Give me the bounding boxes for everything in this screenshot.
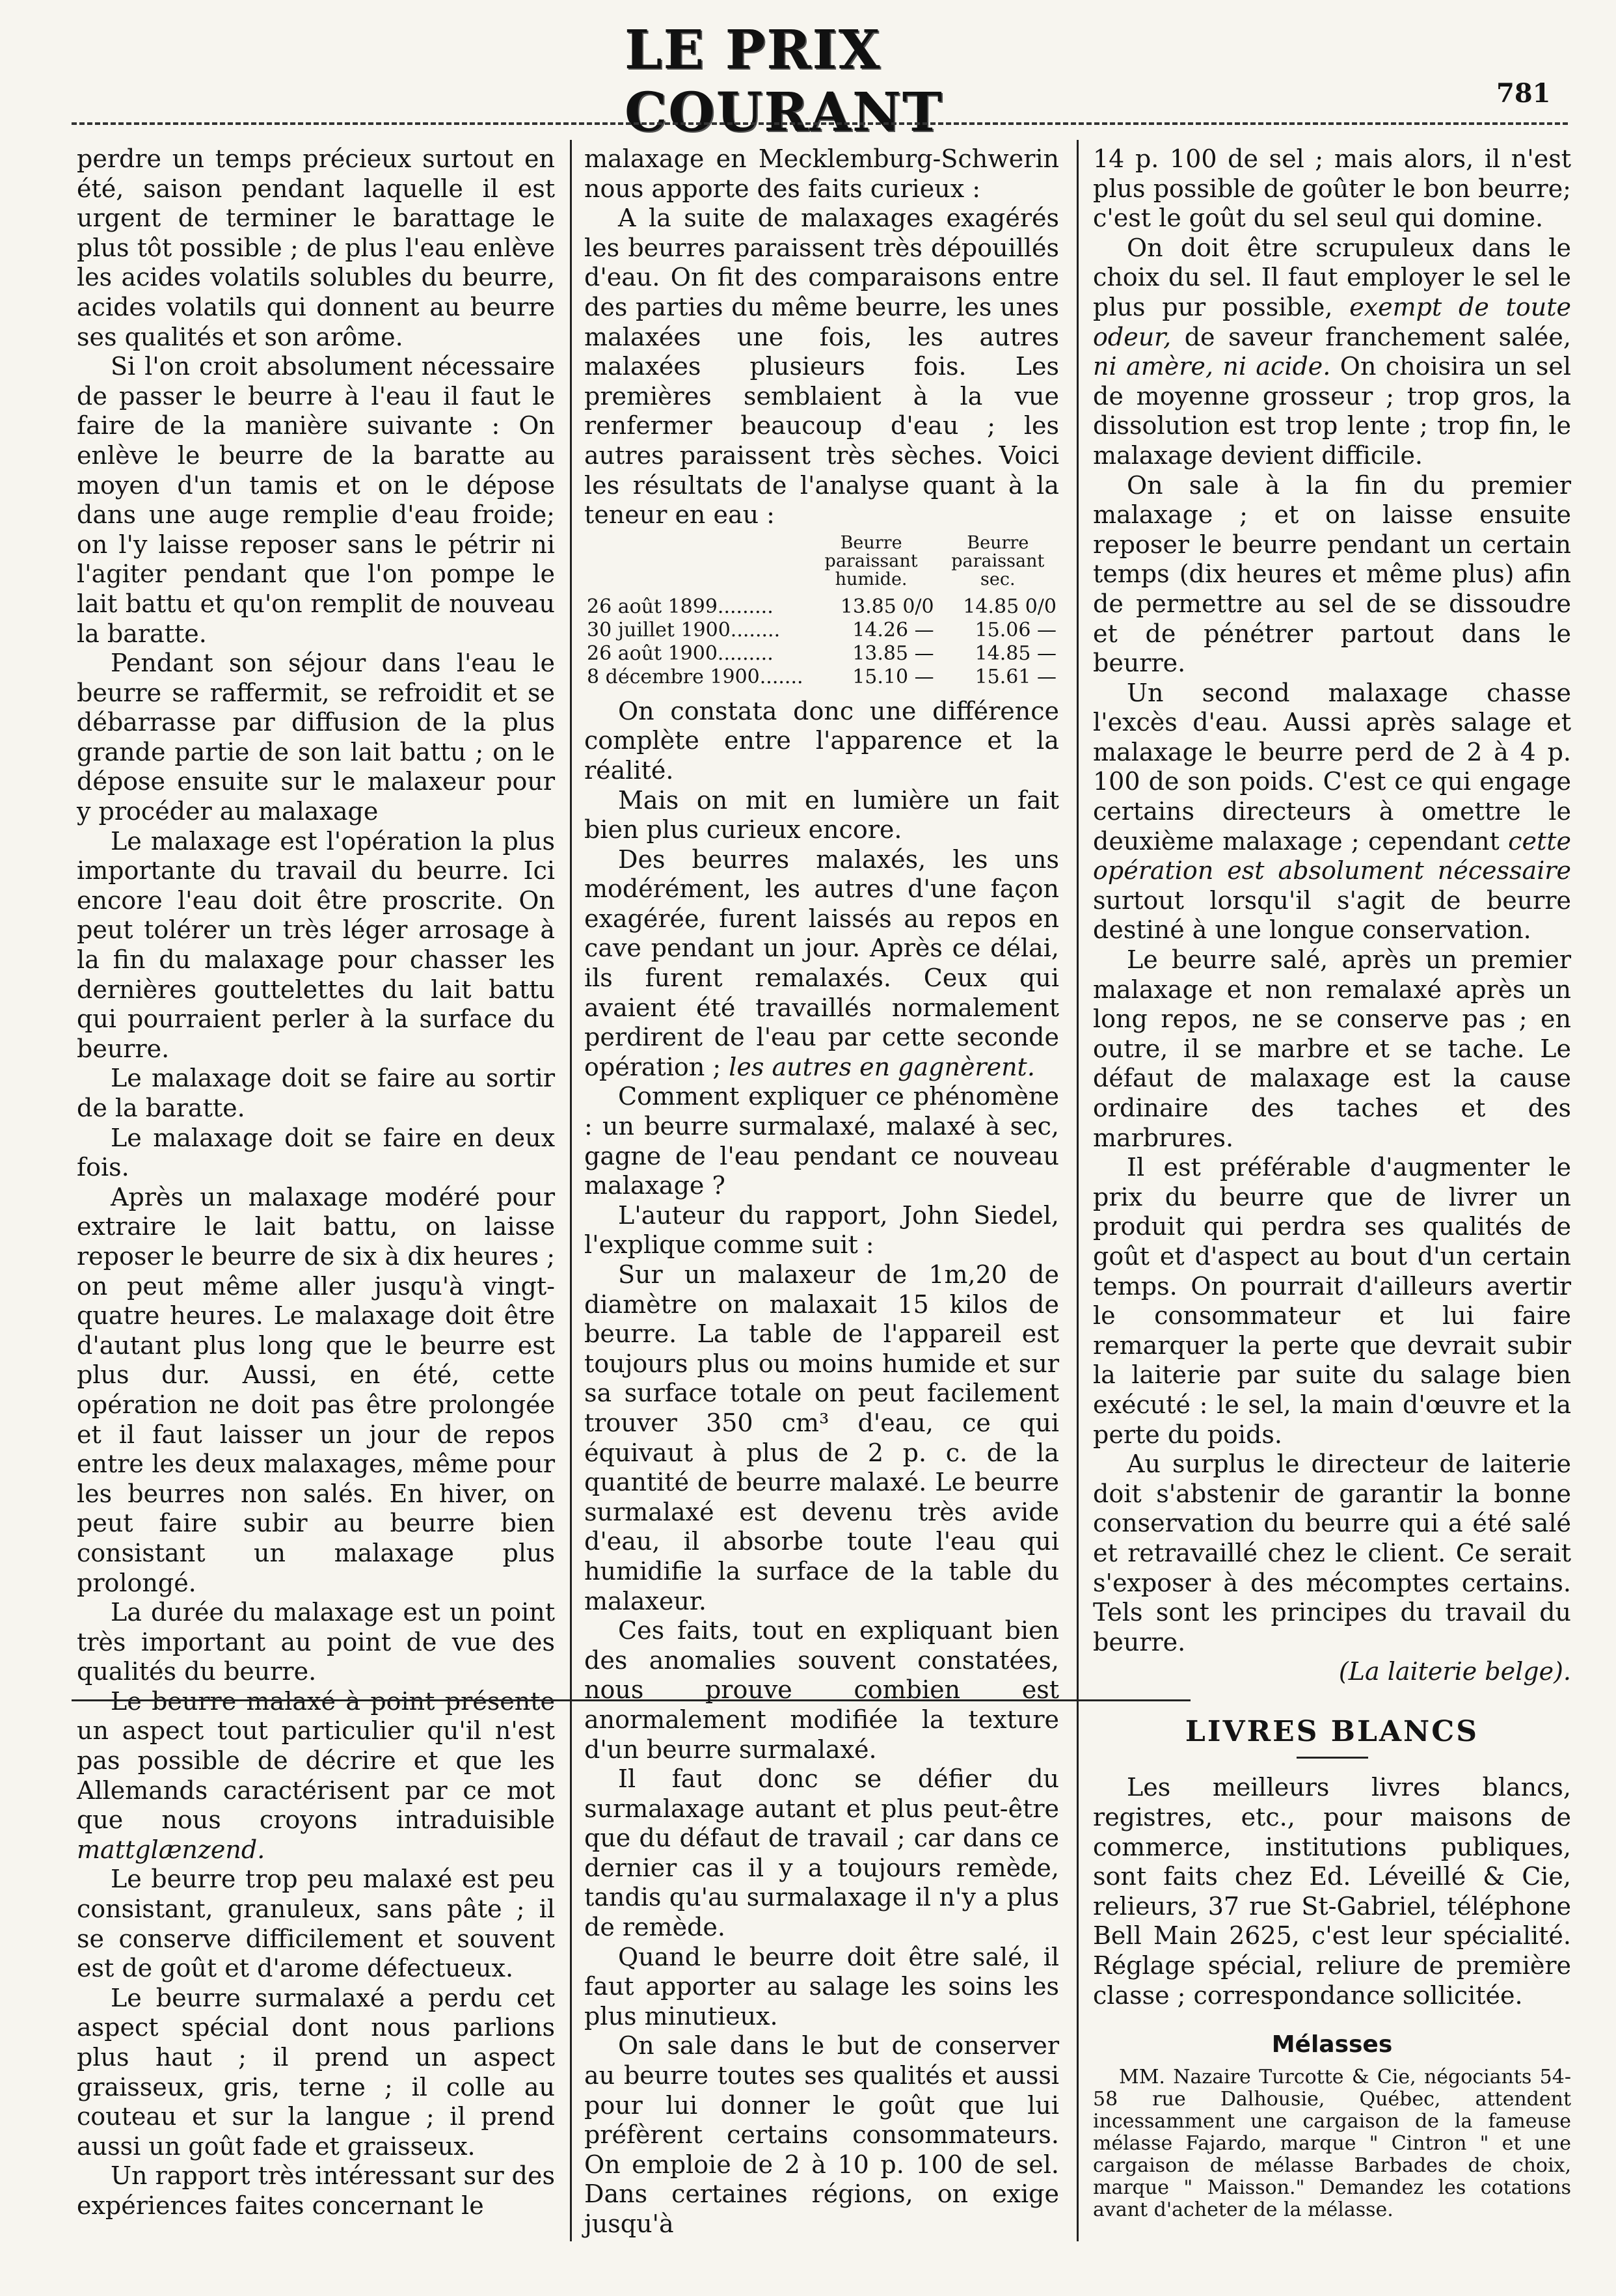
paragraph-text: Le beurre malaxé à point présente un aspect tout particulier qu'il n'est pas possible de décrire et que les Allemands caractérisent par ce mot que nous croyons intraduisible [77, 1686, 555, 1835]
paragraph-text: surtout lorsqu'il s'agit de beurre destiné à une longue conservation. [1093, 885, 1571, 945]
paragraph-text: On doit être scrupuleux dans le choix du sel. Il faut employer le sel le plus pur possible, [1093, 233, 1571, 321]
paragraph: Il est préférable d'augmenter le prix du beurre que de livrer un produit qui perdra ses qualités de goût et d'aspect au bout d'un certain temps. On pourrait d'ailleurs avertir le consommateur et lui faire remarquer la perte que devrait subir la laiterie par suite du salage bien exécuté : le sel, la main d'œuvre et la perte du poids. [1093, 1153, 1571, 1449]
paragraph: Sur un malaxeur de 1m,20 de diamètre on malaxait 15 kilos de beurre. La table de l'appareil est toujours plus ou moins humide et sur sa surface totale on peut facilement trouver 350 cm³ d'eau, ce qui équivaut à plus de 2 p. c. de la quantité de beurre malaxé. Le beurre surmalaxé est devenu très avide d'eau, il absorbe toute l'eau qui humidifie la surface de la table du malaxeur. [584, 1260, 1059, 1615]
paragraph: Le beurre salé, après un premier malaxage et non remalaxé après un long repos, ne se conserve pas ; en outre, il se marbre et se tache. Le défaut de malaxage est la cause ordinaire des taches et des marbrures. [1093, 945, 1571, 1152]
paragraph [1093, 234, 1571, 471]
title-rule [1297, 1757, 1368, 1759]
paragraph: Pendant son séjour dans l'eau le beurre se raffermit, se refroidit et se débarrasse par diffusion de la plus grande partie de son lait battu ; on le dépose ensuite sur le malaxeur pour y procéder au malaxage [77, 649, 555, 826]
column-divider-right [1077, 140, 1079, 2241]
paragraph [584, 845, 1059, 1083]
page-number: 781 [1496, 78, 1551, 109]
section-title: LIVRES BLANCS [1185, 1714, 1479, 1748]
table-cell: 13.85 — [852, 642, 934, 665]
paragraph: Le beurre trop peu malaxé est peu consistant, granuleux, sans pâte ; il se conserve difficilement et souvent est de goût et d'arome défectueux. [77, 1865, 555, 1983]
paragraph-text: Des beurres malaxés, les uns modérément, les autres d'une façon exagérée, furent laissés au repos en cave pendant un jour. Après ce délai, ils furent remalaxés. Ceux qui avaient été travaillés normalement perdirent de l'eau par cette seconde opération ; [584, 844, 1059, 1081]
paragraph: malaxage en Mecklemburg-Schwerin nous apporte des faits curieux : [584, 144, 1059, 203]
table-cell: 26 août 1899......... [587, 595, 774, 618]
italic-phrase: exempt de toute odeur, [1093, 292, 1572, 351]
masthead-title: LE PRIX COURANT [625, 19, 943, 144]
section-divider [72, 1699, 1191, 1701]
table-header: Beurre paraissant humide. [824, 532, 918, 589]
table-cell: 14.26 — [852, 618, 934, 642]
paragraph: A la suite de malaxages exagérés les beurres paraissent très dépouillés d'eau. On fit des comparaisons entre des parties du même beurre, les unes malaxées une fois, les autres malaxées plusieurs fois. Les premières semblaient à la vue renfermer beaucoup d'eau ; les autres paraissent très sèches. Voici les résultats de l'analyse quant à la teneur en eau : [584, 204, 1059, 530]
masthead [0, 19, 1616, 144]
german-word: mattglænzend. [77, 1835, 265, 1864]
paragraph-text: de saveur franchement salée, [1184, 322, 1571, 351]
table-header [584, 534, 806, 595]
table-header-row [584, 534, 1059, 595]
table-row [584, 619, 1059, 642]
italic-phrase: cette opération est absolument nécessaire [1093, 826, 1571, 885]
table-cell: 15.10 — [852, 665, 934, 688]
paragraph [77, 1687, 555, 1865]
paragraph: Le malaxage est l'opération la plus importante du travail du beurre. Ici encore l'eau doit être proscrite. On peut tolérer un très léger arrosage à la fin du malaxage pour chasser les dernières gouttelettes du lait battu qui pourraient perler à la surface du beurre. [77, 826, 555, 1063]
paragraph: Si l'on croit absolument nécessaire de passer le beurre à l'eau il faut le faire de la manière suivante : On enlève le beurre de la baratte au moyen d'un tamis et on le dépose dans une auge remplie d'eau froide; on l'y laisse reposer sans le pétrir ni l'agiter pendant que l'on pompe le lait battu et qu'on remplit de nouveau la baratte. [77, 352, 555, 648]
table-cell: 13.85 0/0 [840, 595, 934, 618]
paragraph: Il faut donc se défier du surmalaxage autant et plus peut-être que du défaut de travail ; car dans ce dernier cas il y a toujours remède, tandis qu'au surmalaxage il n'y a plus de remède. [584, 1764, 1059, 1942]
paragraph: Le beurre surmalaxé a perdu cet aspect spécial dont nous parlions plus haut ; il prend un aspect graisseux, gris, terne ; il colle au couteau et sur la langue ; il prend aussi un goût fade et graisseux. [77, 1983, 555, 2161]
paragraph: Comment expliquer ce phénomène : un beurre surmalaxé, malaxé à sec, gagne de l'eau pendant ce nouveau malaxage ? [584, 1082, 1059, 1200]
header-rule [72, 122, 1568, 125]
paragraph: La durée du malaxage est un point très important au point de vue des qualités du beurre. [77, 1598, 555, 1686]
table-cell: 14.85 0/0 [963, 595, 1057, 618]
column-divider-left [570, 140, 572, 2241]
table-cell: 14.85 — [975, 642, 1057, 665]
paragraph: L'auteur du rapport, John Siedel, l'explique comme suit : [584, 1200, 1059, 1260]
table-row [584, 595, 1059, 619]
advertisement-text: MM. Nazaire Turcotte & Cie, négociants 54-58 rue Dalhousie, Québec, attendent incessamment une cargaison de la fameuse mélasse Fajardo, marque " Cintron " et une cargaison de mélasse Barbades de choix, marque " Maisson." Demandez les cotations avant d'acheter de la mélasse. [1093, 2065, 1571, 2221]
melasses-title: Mélasses [1271, 2031, 1393, 2059]
paragraph: Le malaxage doit se faire en deux fois. [77, 1123, 555, 1182]
paragraph: Après un malaxage modéré pour extraire le lait battu, on laisse reposer le beurre de six à dix heures ; on peut même aller jusqu'à vingt-quatre heures. Le malaxage doit être d'autant plus long que le beurre est plus dur. Aussi, en été, cette opération ne doit pas être prolongée et il faut laisser un jour de repos entre les deux malaxages, même pour les beurres non salés. En hiver, on peut faire subir au beurre bien consistant un malaxage plus prolongé. [77, 1182, 555, 1597]
paragraph-text: On choisira un sel de moyenne grosseur ; trop gros, la dissolution est trop lente ; trop fin, le malaxage devient difficile. [1093, 352, 1571, 470]
paragraph: On sale dans le but de conserver au beurre toutes ses qualités et aussi pour lui donner le goût que lui préfèrent certains consommateurs. On emploie de 2 à 10 p. 100 de sel. Dans certaines régions, on exige jusqu'à [584, 2031, 1059, 2238]
melasses-notice [1093, 2066, 1571, 2221]
right-column [1093, 144, 1571, 2221]
paragraph: Quand le beurre doit être salé, il faut apporter au salage les soins les plus minutieux. [584, 1942, 1059, 2031]
paragraph: Mais on mit en lumière un fait bien plus curieux encore. [584, 785, 1059, 844]
table-cell: 15.06 — [975, 618, 1057, 642]
middle-column [584, 144, 1059, 2239]
paragraph: 14 p. 100 de sel ; mais alors, il n'est plus possible de goûter le bon beurre; c'est le goût du sel seul qui domine. [1093, 144, 1571, 233]
table-cell: 26 août 1900......... [587, 642, 774, 665]
paragraph: Un rapport très intéressant sur des expériences faites concernant le [77, 2161, 555, 2220]
italic-phrase: les autres en gagnèrent. [729, 1052, 1035, 1081]
attribution: (La laiterie belge). [1338, 1657, 1571, 1686]
table-cell: 8 décembre 1900....... [587, 665, 803, 688]
table-cell: 15.61 — [975, 665, 1057, 688]
paragraph: On sale à la fin du premier malaxage ; et on laisse ensuite reposer le beurre pendant un certain temps (dix heures et même plus) afin de permettre au sel de se dissoudre et de pénétrer partout dans le beurre. [1093, 470, 1571, 678]
advertisement-text: Les meilleurs livres blancs, registres, etc., pour maisons de commerce, institutions publiques, sont faits chez Ed. Léveillé & Cie, relieurs, 37 rue St-Gabriel, téléphone Bell Main 2625, c'est leur spécialité. Réglage spécial, reliure de première classe ; correspondance sollicitée. [1093, 1773, 1571, 2010]
water-content-table [584, 534, 1059, 689]
table-row [584, 642, 1059, 666]
paragraph: On constata donc une différence complète entre l'apparence et la réalité. [584, 696, 1059, 785]
table-header: Beurre paraissant sec. [951, 532, 1045, 589]
paragraph: Le malaxage doit se faire au sortir de la baratte. [77, 1064, 555, 1122]
paragraph: Ces faits, tout en expliquant bien des anomalies souvent constatées, nous prouve combien est anormalement modifiée la texture d'un beurre surmalaxé. [584, 1616, 1059, 1764]
paragraph: Au surplus le directeur de laiterie doit s'abstenir de garantir la bonne conservation du beurre qui a été salé et retravaillé chez le client. Ce serait s'exposer à des mécomptes certains. Tels sont les principes du travail du beurre. [1093, 1450, 1571, 1656]
italic-phrase: ni amère, ni acide. [1093, 352, 1331, 381]
paragraph: perdre un temps précieux surtout en été, saison pendant laquelle il est urgent de terminer le barattage le plus tôt possible ; de plus l'eau enlève les acides volatils solubles du beurre, acides volatils qui donnent au beurre ses qualités et son arôme. [77, 144, 555, 351]
table-row [584, 666, 1059, 689]
left-column [77, 144, 555, 2221]
paragraph [1093, 679, 1571, 945]
table-cell: 30 juillet 1900........ [587, 618, 781, 642]
paragraph-text: Un second malaxage chasse l'excès d'eau. Aussi après salage et malaxage le beurre perd de 2 à 4 p. 100 de son poids. C'est ce qui engage certains directeurs à omettre le deuxième malaxage ; cependant [1093, 678, 1571, 856]
